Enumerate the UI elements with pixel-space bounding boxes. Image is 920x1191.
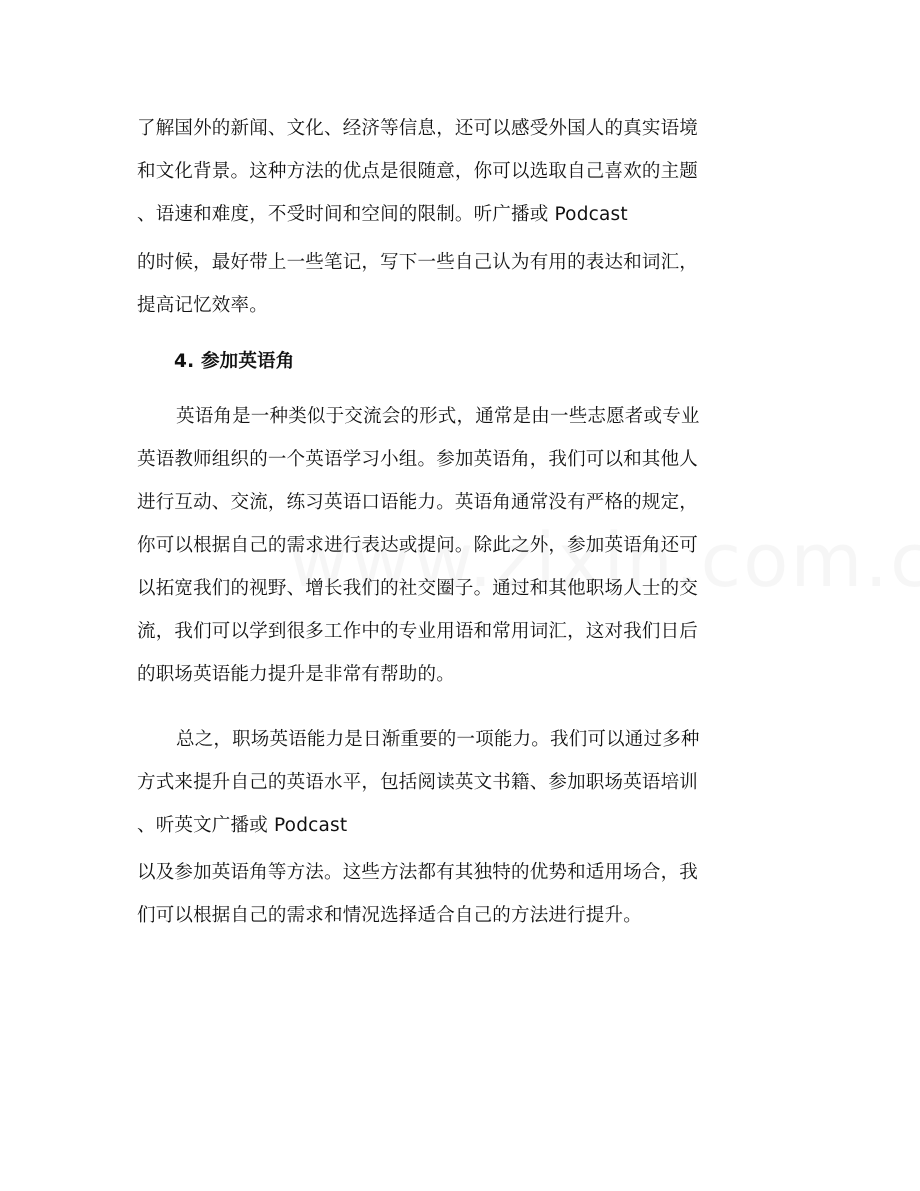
paragraph-2-line-3: 进行互动、交流，练习英语口语能力。英语角通常没有严格的规定， [137, 492, 699, 513]
paragraph-3-line-3: 、听英文广播或 Podcast [137, 815, 348, 836]
paragraph-3-line-1: 总之，职场英语能力是日渐重要的一项能力。我们可以通过多种 [176, 729, 700, 750]
paragraph-2-line-2: 英语教师组织的一个英语学习小组。参加英语角，我们可以和其他人 [137, 449, 699, 470]
paragraph-2-line-1: 英语角是一种类似于交流会的形式，通常是由一些志愿者或专业 [176, 406, 700, 427]
paragraph-3-line-4: 以及参加英语角等方法。这些方法都有其独特的优势和适用场合，我 [137, 862, 699, 883]
section-heading: 4. 参加英语角 [174, 351, 295, 372]
paragraph-2-line-5: 以拓宽我们的视野、增长我们的社交圈子。通过和其他职场人士的交 [137, 578, 699, 599]
paragraph-1-line-4: 的时候，最好带上一些笔记，写下一些自己认为有用的表达和词汇， [137, 252, 699, 273]
paragraph-2-line-6: 流，我们可以学到很多工作中的专业用语和常用词汇，这对我们日后 [137, 621, 699, 642]
paragraph-2-line-7: 的职场英语能力提升是非常有帮助的。 [137, 664, 455, 685]
paragraph-1-line-2: 和文化背景。这种方法的优点是很随意，你可以选取自己喜欢的主题 [137, 161, 699, 182]
paragraph-1-line-1: 了解国外的新闻、文化、经济等信息，还可以感受外国人的真实语境 [137, 118, 699, 139]
paragraph-3-line-2: 方式来提升自己的英语水平，包括阅读英文书籍、参加职场英语培训 [137, 772, 699, 793]
paragraph-1-line-3: 、语速和难度，不受时间和空间的限制。听广播或 Podcast [137, 204, 628, 225]
paragraph-2-line-4: 你可以根据自己的需求进行表达或提问。除此之外，参加英语角还可 [137, 535, 699, 556]
paragraph-1-line-5: 提高记忆效率。 [137, 295, 268, 316]
paragraph-3-line-5: 们可以根据自己的需求和情况选择适合自己的方法进行提升。 [137, 905, 642, 926]
